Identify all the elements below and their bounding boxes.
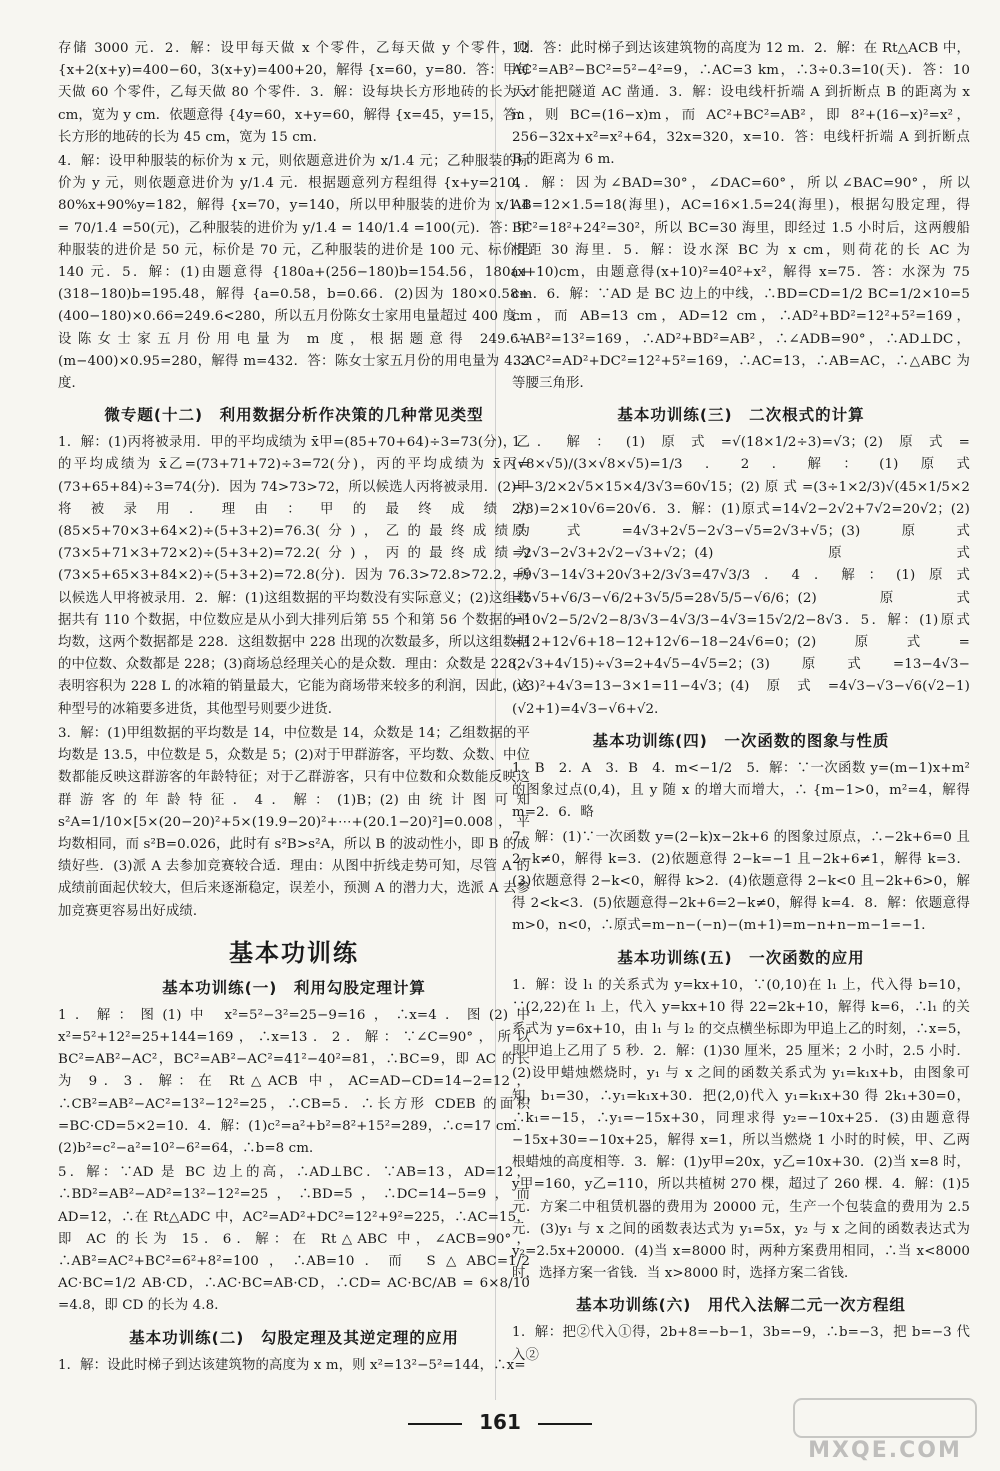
paragraph: 1．解：设 l₁ 的关系式为 y=kx+10，∵(0,10)在 l₁ 上，代入得 b=10，∵(2,22)在 l₁ 上，代入 y=kx+10 得 22=2k+10，解得 k=6，∴l₁ 的关系式为 y=6x+10，由 l₁ 与 l₂ 的交点横坐标即为甲追上乙的时刻，∴x=5，即甲追上乙用了 5 秒．2．解：(1)30 厘米，25 厘米；2 小时，2.5 小时．(2)设甲蜡烛燃烧时，y₁ 与 x 之间的函数关系式为 y₁=k₁x+b，由图象可知，b₁=30，∴y₁=k₁x+30．把(2,0)代入 y₁=k₁x+30 得 2k₁+30=0，∴k₁=−15，∴y₁=−15x+30，同理求得 y₂=−10x+25．(3)由题意得−15x+30=−10x+25，解得 x=1，所以当燃烧 1 小时的时候，甲、乙两根蜡烛的高度相等．3．解：(1)y甲=20x，y乙=10x+30．(2)当 x=8 时，y甲=160，y乙=110，所以共植树 270 棵，超过了 260 棵．4．解：(1)5 元．方案二中租赁机器的费用为 20000 元，生产一个包装盒的费用为 2.5 元．(3)y₁ 与 x 之间的函数表达式为 y₁=5x，y₂ 与 x 之间的函数表达式为 y₂=2.5x+20000．(4)当 x=8000 时，两种方案费用相同，∴当 x<8000 时，选择方案一省钱．当 x>8000 时，选择方案二省钱．	[512, 977, 970, 1282]
paragraph: 4．解：设甲种服装的标价为 x 元，则依题意进价为 x/1.4 元；乙种服装的标价为 y 元，则依题意进价为 y/1.4 元．根据题意列方程组得 {x+y=210，80%x+90%y=182，解得 {x=70，y=140，所以甲种服装的进价为 x/1.4 = 70/1.4 =50(元)，乙种服装的进价为 y/1.4 = 140/1.4 =100(元)．答：甲种服装的进价是 50 元，标价是 70 元，乙种服装的进价是 100 元、标价是 140 元．5．解：(1)由题意得 {180a+(256−180)b=154.56，180a+(318−180)b=195.48，解得 {a=0.58，b=0.66．(2)因为 180×0.58+(400−180)×0.66=249.6<280，所以五月份陈女士家用电量超过 400 度．设陈女士家五月份用电量为 m 度，根据题意得 249.6+(m−400)×0.95=280，解得 m=432．答：陈女士家五月份的用电量为 432 度．	[58, 154, 530, 392]
watermark-logo	[790, 1395, 980, 1463]
page-number-text: 161	[479, 1410, 521, 1434]
paragraph: 存储 3000 元．2．解：设甲每天做 x 个零件，乙每天做 y 个零件，则 {x+2(x+y)=400−60，3(x+y)=400+20，解得 {x=60，y=80．答：甲每天做 60 个零件，乙每天做 80 个零件．3．解：设每块长方形地砖的长为 x cm，宽为 y cm．依题意得 {4y=60，x+y=60，解得 {x=45，y=15，答：长方形的地砖的长为 45 cm，宽为 15 cm．	[58, 41, 530, 145]
right-column	[512, 38, 970, 1369]
section-heading: 基本功训练(三) 二次根式的计算	[617, 406, 865, 425]
paragraph: 12．答：此时梯子到达该建筑物的高度为 12 m．2．解：在 Rt△ACB 中，AC²=AB²−BC²=5²−4²=9，∴AC=3 km，∴3÷0.3=10(天)．答：10 天才能把隧道 AC 凿通．3．解：设电线杆折端 A 到折断点 B 的距离为 x m，则 BC=(16−x)m，而 AC²+BC²=AB²，即 8²+(16−x)²=x²，256−32x+x²=x²+64，32x=320，x=10．答：电线杆折端 A 到折断点 B 的距离为 6 m．	[512, 41, 970, 168]
page-number-dash	[408, 1423, 462, 1425]
section-heading: 基本功训练(一) 利用勾股定理计算	[162, 978, 426, 997]
section-heading: 基本功训练(四) 一次函数的图象与性质	[592, 731, 890, 750]
paragraph: 1．解：(1)原式=√(18×1/2÷3)=√3；(2)原式=(√8×√5)/(3×√8×√5)=1/3．2．解：(1)原式=−3/2×2√5×15×4/3√3=60√15；(2)原式=(3÷1×2/3)√(45×1/5×2 2/3)=2×10√6=20√6．3．解：(1)原式=14√2−2√2+7√2=20√2；(2)原式=4√3+2√5−2√3−√5=2√3+√5；(3)原式=2√3−2√3+2√2−√3+√2；(4)原式=9√3−14√3+20√3+2/3√3=47√3/3．4．解：(1)原式=5√5+√6/3−√6/2+3√5/5=28√5/5−√6/6；(2)原式=10√2−5/2√2−8/3√3−4√3/3−4√3=15√2/2−8√3．5．解：(1)原式=12+12√6+18−12+12√6−18−24√6=0；(2)原式=(2√3+4√15)÷√3=2+4√5−4√5=2；(3)原式=13−4√3−(√3)²+4√3=13−3×1=11−4√3；(4)原式=4√3−√3−√6(√2−1)(√2+1)=4√3−√6+√2．	[512, 435, 970, 717]
left-column	[58, 38, 530, 1379]
paragraph: 1．解：把②代入①得，2b+8=−b−1，3b=−9，∴b=−3，把 b=−3 代入②	[512, 1325, 970, 1363]
paragraph: 1．B 2．A 3．B 4．m<−1/2 5．解：∵一次函数 y=(m−1)x+m² 的图象过点(0,4)，且 y 随 x 的增大而增大，∴ {m−1>0，m²=4，解得 m=2．6．略	[512, 760, 970, 821]
chapter-heading: 基本功训练	[229, 938, 359, 967]
section-heading: 微专题(十二) 利用数据分析作决策的几种常见类型	[104, 406, 484, 425]
paragraph: 4．解：因为∠BAD=30°，∠DAC=60°，所以∠BAC=90°，所以 AB=12×1.5=18(海里)，AC=16×1.5=24(海里)，根据勾股定理，得 BC²=18²+24²=30²，所以 BC=30 海里，即经过 1.5 小时后，这两艘船相距 30 海里．5．解：设水深 BC 为 x cm，则荷花的长 AC 为(x+10)cm，由题意得(x+10)²=40²+x²，解得 x=75．答：水深为 75 cm．6．解：∵AD 是 BC 边上的中线，∴BD=CD=1/2 BC=1/2×10=5 cm，而 AB=13 cm，AD=12 cm，∴AD²+BD²=12²+5²=169，∵AB²=13²=169，∴AD²+BD²=AB²，∴∠ADB=90°，∴AD⊥DC，∴AC²=AD²+DC²=12²+5²=169，∴AC=13，∴AB=AC，∴△ABC 为等腰三角形．	[512, 176, 970, 392]
paragraph: 1．解：(1)丙将被录用．甲的平均成绩为 x̄甲=(85+70+64)÷3=73(分)，乙的平均成绩为 x̄乙=(73+71+72)÷3=72(分)，丙的平均成绩为 x̄丙=(73+65+84)÷3=74(分)．因为 74>73>72，所以候选人丙将被录用．(2)甲将被录用．理由：甲的最终成绩为(85×5+70×3+64×2)÷(5+3+2)=76.3(分)，乙的最终成绩为(73×5+71×3+72×2)÷(5+3+2)=72.2(分)，丙的最终成绩为(73×5+65×3+84×2)÷(5+3+2)=72.8(分)．因为 76.3>72.8>72.2，所以候选人甲将被录用．2．解：(1)这组数据的平均数没有实际意义；(2)这组数据共有 110 个数据，中位数应是从小到大排列后第 55 个和第 56 个数据的平均数，这两个数据都是 228．这组数据中 228 出现的次数最多，所以这组数据的中位数、众数都是 228；(3)商场总经理关心的是众数．理由：众数是 228，表明容积为 228 L 的冰箱的销量最大，它能为商场带来较多的利润，因此，这种型号的冰箱要多进货，其他型号则要少进货．	[58, 435, 530, 717]
paragraph: 1．解：设此时梯子到达该建筑物的高度为 x m，则 x²=13²−5²=144，∴x=	[58, 1357, 526, 1373]
section-heading: 基本功训练(六) 用代入法解二元一次方程组	[576, 1296, 906, 1315]
paragraph: 3．解：(1)甲组数据的平均数是 14，中位数是 14，众数是 14；乙组数据的平均数是 13.5，中位数是 5，众数是 5；(2)对于甲群游客，平均数、众数、中位数都能反映这群游客的年龄特征；对于乙群游客，只有中位数和众数能反映这群游客的年龄特征．4．解：(1)B；(2)由统计图可知 s²A=1/10×[5×(20−20)²+5×(19.9−20)²+⋯+(20.1−20)²]=0.008，平均数相同，而 s²B=0.026，此时有 s²B>s²A，所以 B 的波动性小，即 B 的成绩好些．(3)派 A 去参加竞赛较合适．理由：从图中折线走势可知，尽管 A 的成绩前面起伏较大，但后来逐渐稳定，误差小，预测 A 的潜力大，选派 A 去参加竞赛更容易出好成绩．	[58, 725, 530, 919]
page-number-dash	[538, 1423, 592, 1425]
paragraph: 1．解：图(1)中 x²=5²−3²=25−9=16，∴x=4．图(2)中 x²=5²+12²=25+144=169，∴x=13．2．解：∵∠C=90°，所以 BC²=AB²−AC²，BC²=AB²−AC²=41²−40²=81，∴BC=9，即 AC 的长为 9．3．解：在 Rt△ACB 中，AC=AD−CD=14−2=12，∴CB²=AB²−AC²=13²−12²=25，∴CB=5．∴长方形 CDEB 的面积=BC·CD=5×2=10．4．解：(1)c²=a²+b²=8²+15²=289，∴c=17 cm．(2)b²=c²−a²=10²−6²=64，∴b=8 cm．	[58, 1007, 530, 1156]
section-heading: 基本功训练(二) 勾股定理及其逆定理的应用	[129, 1328, 459, 1347]
watermark-text: MXQE.COM	[808, 1438, 962, 1463]
paragraph: 7．解：(1)∵一次函数 y=(2−k)x−2k+6 的图象过原点，∴−2k+6=0 且 2−k≠0，解得 k=3．(2)依题意得 2−k=−1 且−2k+6≠1，解得 k=3．(3)依题意得 2−k<0，解得 k>2．(4)依题意得 2−k<0 且−2k+6>0，解得 2<k<3．(5)依题意得−2k+6=2−k≠0，解得 k=4．8．解：依题意得 m>0，n<0，∴原式=m−n−(−n)−(m+1)=m−n+n−m−1=−1．	[512, 829, 970, 934]
paragraph: 5．解：∵AD 是 BC 边上的高，∴AD⊥BC．∵AB=13，AD=12，∴BD²=AB²−AD²=13²−12²=25，∴BD=5，∴DC=14−5=9，而 AD=12，∴在 Rt△ADC 中，AC²=AD²+DC²=12²+9²=225，∴AC=15，即 AC 的长为 15．6．解：在 Rt△ABC 中，∠ACB=90°，∴AB²=AC²+BC²=6²+8²=100，∴AB=10．而 S△ABC=1/2 AC·BC=1/2 AB·CD，∴AC·BC=AB·CD，∴CD= AC·BC/AB = 6×8/10 =4.8，即 CD 的长为 4.8．	[58, 1165, 530, 1314]
section-heading: 基本功训练(五) 一次函数的应用	[617, 948, 865, 967]
